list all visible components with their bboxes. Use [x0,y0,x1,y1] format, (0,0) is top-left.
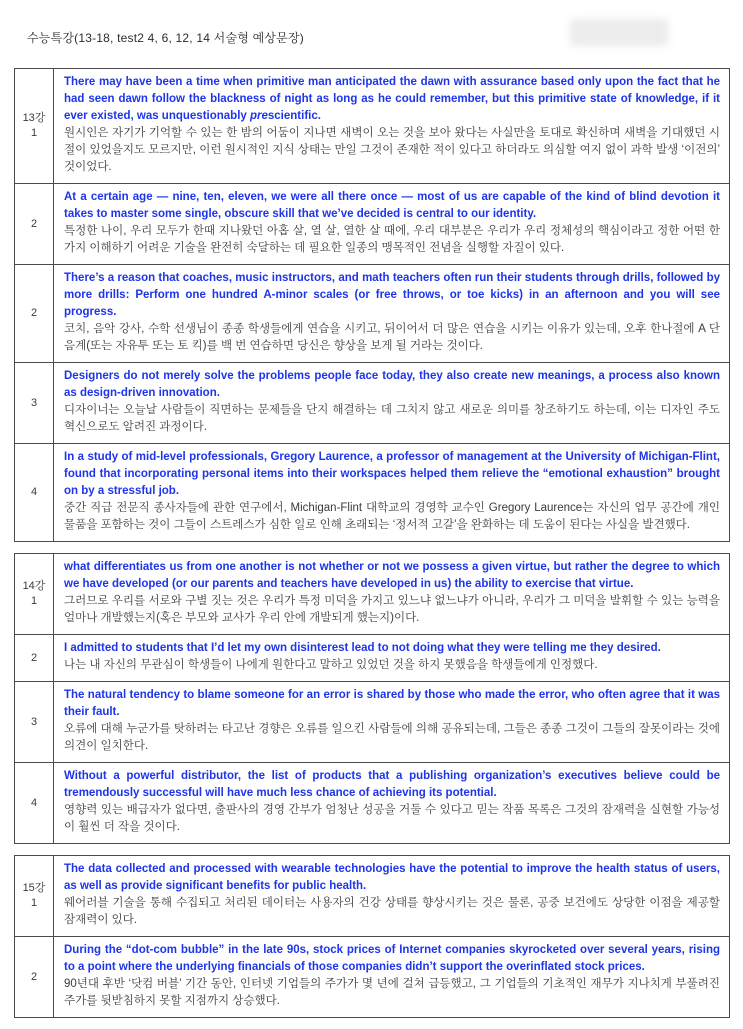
korean-translation: 오류에 대해 누군가를 탓하려는 타고난 경향은 오류를 일으킨 사람들에 의해 공유되는데, 그들은 종종 그것이 그들의 잘못이라는 것에 의견이 일치한다. [64,723,720,752]
english-fragment: what differentiates us from one another is not whether or not we possess a given virtue, but rather the degree to which we have developed (or our parents and teachers have developed in us) the ability to exercise that virtue. [64,561,720,590]
row-label [15,937,54,1018]
english-fragment: Designers do not merely solve the problems people face today, they also create new meanings, a process also known as design-driven innovation. [64,370,720,399]
sentence-row [15,184,730,265]
sentence-cell [54,682,730,763]
row-label [15,856,54,937]
row-label-line: 2 [30,217,38,230]
korean-translation: 원시인은 자기가 기억할 수 있는 한 밤의 어둠이 지나면 새벽이 오는 것을 보아 왔다는 사실만을 토대로 확신하며 새벽을 기대했던 시절이 있었을지도 모르지만, 이런 원시적인 지식 상태는 만일 그것이 존재한 적이 있다고 하더라도 의심할 여지 없이 과학 발생 ‘이전의’ 것이었다. [64,127,720,173]
sentence-cell [54,635,730,682]
row-label-line: 2 [30,307,38,319]
english-sentence [64,768,720,802]
korean-translation: 90년대 후반 ‘닷컴 버블’ 기간 동안, 인터넷 기업들의 주가가 몇 년에 걸쳐 급등했고, 그 기업들의 기초적인 재무가 지나치게 부풀려진 주가를 뒷받침하지 못할 지점까지 상승했다. [64,978,720,1007]
english-sentence [64,559,720,593]
row-label-line: 2 [30,651,38,664]
english-sentence [64,368,720,402]
sentence-cell [54,763,730,844]
sentence-cell [54,444,730,542]
english-fragment: There may have been a time when primitive man anticipated the dawn with assurance based only upon the fact that he had seen dawn follow the blackness of night as long as he could remember, but this primitive state of knowledge, if it ever existed, was unquestionably [64,76,720,122]
row-label [15,184,54,265]
english-italic-fragment: pre [249,110,268,122]
korean-translation: 중간 직급 전문직 종사자들에 관한 연구에서, Michigan-Flint 대학교의 경영학 교수인 Gregory Laurence는 자신의 업무 공간에 개인 물품을 포함하는 것이 그들이 스트레스가 심한 일로 인해 초래되는 ‘정서적 고갈’을 완화하는 데 도움이 된다는 사실을 발견했다. [64,502,720,531]
english-fragment: Without a powerful distributor, the list of products that a publishing organization’s executives believe could be tremendously successful will have much less chance of achieving its potential. [64,770,720,799]
korean-translation: 코치, 음악 강사, 수학 선생님이 종종 학생들에게 연습을 시키고, 뒤이어서 더 많은 연습을 시키는 이유가 있는데, 오후 한나절에 A 단음계(또는 자유투 또는 토 킥)를 백 번 연습하면 당신은 향상을 보게 될 거라는 것이다. [64,323,720,352]
sentence-row [15,682,730,763]
row-label [15,554,54,635]
english-sentence [64,861,720,895]
sentence-cell [54,937,730,1018]
english-sentence [64,942,720,976]
english-fragment: The natural tendency to blame someone for an error is shared by those who made the error, who often agree that it was their fault. [64,689,720,718]
korean-translation: 특정한 나이, 우리 모두가 한때 지나왔던 아홉 살, 열 살, 열한 살 때에, 우리 대부분은 우리가 우리 정체성의 핵심이라고 정한 어떤 한 가지 이해하기 어려운 기술을 완전히 숙달하는 데 필요한 일종의 맹목적인 전념을 실행할 자질이 있다. [64,225,720,254]
row-label [15,363,54,444]
english-fragment: During the “dot-com bubble” in the late 90s, stock prices of Internet companies skyrocketed over several years, rising to a point where the underlying financials of those companies didn’t support the overinflated stock prices. [64,944,720,973]
sentence-row [15,763,730,844]
korean-translation: 영향력 있는 배급자가 없다면, 출판사의 경영 간부가 엄청난 성공을 거둘 수 있다고 믿는 작품 목록은 그것의 잠재력을 실현할 가능성이 훨씬 더 작을 것이다. [64,804,720,833]
sentence-row [15,444,730,542]
sentence-tables [14,68,730,1029]
english-sentence [64,74,720,125]
english-fragment: scientific. [267,110,321,122]
row-label-line: 1 [30,127,38,139]
sentence-row [15,937,730,1018]
row-label [15,444,54,542]
row-label-line: 3 [30,715,38,728]
english-fragment: I admitted to students that I’d let my own disinterest lead to not doing what they were telling me they desired. [64,642,661,654]
sentence-cell [54,69,730,184]
english-fragment: There’s a reason that coaches, music instructors, and math teachers often run their students through drills, followed by more drills: Perform one hundred A-minor scales (or free throws, or toe kicks) in an afternoon and you will see progress. [64,272,720,318]
korean-translation: 나는 내 자신의 무관심이 학생들이 나에게 원한다고 말하고 있었던 것을 하지 못했음을 학생들에게 인정했다. [64,659,598,671]
english-fragment: At a certain age — nine, ten, eleven, we were all there once — most of us are capable of the kind of blind devotion it takes to master some single, obscure skill that we’ve decided is central to our identity. [64,191,720,220]
row-label-line: 3 [30,396,38,409]
sentence-cell [54,363,730,444]
english-fragment: The data collected and processed with wearable technologies have the potential to improve the health status of users, as well as provide significant benefits for public health. [64,863,720,892]
sentence-row [15,856,730,937]
english-sentence [64,449,720,500]
row-label-line: 13강 [22,112,46,124]
row-label [15,69,54,184]
sentence-row [15,635,730,682]
row-label-line: 1 [30,897,38,909]
sentence-row [15,69,730,184]
english-sentence [64,640,720,657]
sentence-table [14,855,730,1018]
english-sentence [64,189,720,223]
row-label-line: 2 [30,970,38,983]
english-sentence [64,687,720,721]
row-label-line: 4 [30,486,38,498]
row-label [15,763,54,844]
sentence-row [15,265,730,363]
korean-translation: 디자이너는 오늘날 사람들이 직면하는 문제들을 단지 해결하는 데 그치지 않고 새로운 의미를 창조하기도 하는데, 이는 디자인 주도 혁신으로도 알려진 과정이다. [64,404,720,433]
row-label-line: 4 [30,796,38,809]
sentence-cell [54,856,730,937]
sentence-cell [54,265,730,363]
page-title: 수능특강(13-18, test2 4, 6, 12, 14 서술형 예상문장) [27,31,304,45]
sentence-row [15,363,730,444]
sentence-row [15,554,730,635]
sentence-table [14,68,730,542]
sentence-cell [54,554,730,635]
korean-translation: 그러므로 우리를 서로와 구별 짓는 것은 우리가 특정 미덕을 가지고 있느냐 없느냐가 아니라, 우리가 그 미덕을 발휘할 수 있는 능력을 얼마나 개발했는지(혹은 부모와 교사가 우리 안에 개발되게 했는지)이다. [64,595,720,624]
sentence-table [14,553,730,844]
row-label [15,265,54,363]
row-label [15,635,54,682]
korean-translation: 웨어러블 기술을 통해 수집되고 처리된 데이터는 사용자의 건강 상태를 향상시키는 것은 물론, 공중 보건에도 상당한 이점을 제공할 잠재력이 있다. [64,897,720,926]
row-label-line: 1 [30,595,38,607]
redacted-name-area [570,19,668,46]
english-fragment: In a study of mid-level professionals, Gregory Laurence, a professor of management at the University of Michigan-Flint, found that incorporating personal items into their workspaces helped them relieve the “emotional exhaustion” brought on by a stressful job. [64,451,720,497]
row-label [15,682,54,763]
english-sentence [64,270,720,321]
row-label-line: 15강 [22,882,46,894]
row-label-line: 14강 [22,580,46,592]
sentence-cell [54,184,730,265]
